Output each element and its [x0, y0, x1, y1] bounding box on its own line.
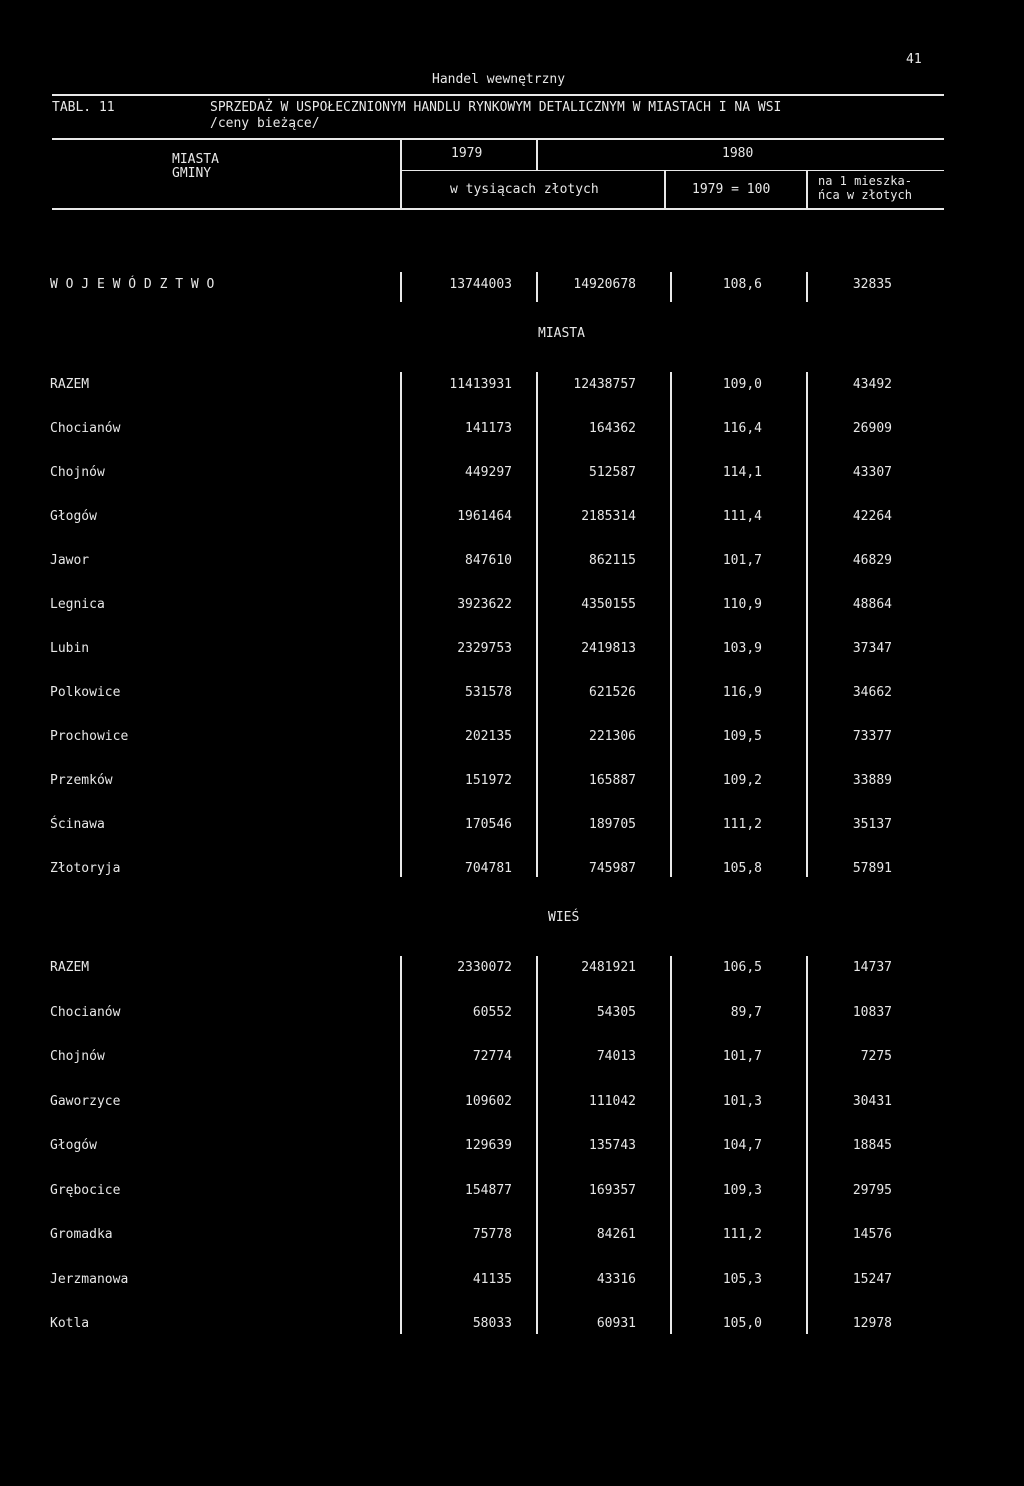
cell-1980: 621526 [589, 685, 636, 700]
row-name: Polkowice [50, 685, 121, 700]
cell-per-capita: 26909 [852, 421, 892, 436]
cell-1979: 531578 [465, 685, 512, 700]
row-name: RAZEM [50, 377, 90, 392]
cell-index: 89,7 [730, 1004, 762, 1020]
cell-index: 106,5 [722, 960, 762, 975]
cell-1979: 129639 [465, 1138, 512, 1153]
table-title: SPRZEDAŻ W USPOŁECZNIONYM HANDLU RYNKOWYM DETALICZNYM W MIASTACH I NA WSI [210, 100, 782, 115]
cell-1979: 154877 [465, 1182, 512, 1198]
column-rule [536, 372, 538, 877]
row-name: Gaworzyce [50, 1093, 121, 1109]
cell-1980: 2185314 [581, 509, 636, 524]
cell-1979: 58033 [472, 1316, 512, 1331]
cell-per-capita: 30431 [852, 1093, 892, 1109]
cell-1979: 2329753 [457, 641, 512, 656]
cell-1980: 14920678 [573, 277, 636, 292]
header-top-rule [52, 138, 944, 140]
column-rule [536, 956, 538, 1334]
header-bottom-rule [52, 208, 944, 210]
cell-per-capita: 14737 [852, 960, 892, 975]
row-name: Ścinawa [50, 817, 105, 832]
cell-1980: 135743 [589, 1138, 636, 1153]
cell-index: 110,9 [722, 597, 762, 612]
row-name: Jawor [50, 553, 90, 568]
cell-1980: 512587 [589, 465, 636, 480]
cell-1979: 847610 [465, 553, 512, 568]
cell-index: 109,3 [722, 1182, 762, 1198]
cell-1979: 3923622 [457, 597, 512, 612]
header-divider-percap [806, 170, 808, 208]
cell-1980: 165887 [589, 773, 636, 788]
per-capita-header-line1: na 1 mieszka- [818, 174, 912, 188]
cell-per-capita: 14576 [852, 1227, 892, 1242]
column-rule [670, 956, 672, 1334]
cell-1980: 60931 [596, 1316, 636, 1331]
cell-index: 108,6 [722, 277, 762, 292]
page-number: 41 [906, 52, 922, 67]
cell-index: 103,9 [722, 641, 762, 656]
cell-1980: 2481921 [581, 960, 636, 975]
column-rule [806, 956, 808, 1334]
per-capita-header-line2: ńca w złotych [818, 188, 912, 202]
cell-per-capita: 33889 [852, 773, 892, 788]
cell-1979: 72774 [472, 1049, 512, 1064]
top-rule [52, 94, 944, 96]
index-header: 1979 = 100 [692, 182, 771, 197]
cell-1979: 41135 [472, 1271, 512, 1287]
cell-index: 105,8 [722, 861, 762, 876]
cell-per-capita: 57891 [852, 861, 892, 876]
cell-1979: 13744003 [449, 277, 512, 292]
row-name: Lubin [50, 641, 90, 656]
cell-per-capita: 43492 [852, 377, 892, 392]
cell-per-capita: 34662 [852, 685, 892, 700]
cell-index: 111,2 [722, 1227, 762, 1242]
cell-index: 109,5 [722, 729, 762, 744]
cell-per-capita: 48864 [852, 597, 892, 612]
cell-index: 101,3 [722, 1093, 762, 1109]
cell-1980: 84261 [596, 1227, 636, 1242]
cell-1980: 74013 [596, 1049, 636, 1064]
header-divider-index [664, 170, 666, 208]
cell-1980: 221306 [589, 729, 636, 744]
cell-per-capita: 32835 [852, 277, 892, 292]
header-divider-left [400, 138, 402, 208]
cell-per-capita: 42264 [852, 509, 892, 524]
cell-1980: 4350155 [581, 597, 636, 612]
column-rule [806, 372, 808, 877]
row-name: Prochowice [50, 729, 129, 744]
row-name: Złotoryja [50, 861, 121, 876]
year-1979-header: 1979 [451, 146, 483, 161]
row-name: Kotla [50, 1316, 90, 1331]
cell-1980: 862115 [589, 553, 636, 568]
column-rule [670, 272, 672, 302]
column-rule [400, 956, 402, 1334]
thousands-header: w tysiącach złotych [450, 182, 599, 197]
cell-1979: 151972 [465, 773, 512, 788]
cell-1979: 2330072 [457, 960, 512, 975]
column-rule [400, 272, 402, 302]
cell-per-capita: 7275 [860, 1049, 892, 1064]
stub-header-line1: MIASTA [172, 152, 219, 167]
row-name: W O J E W Ó D Z T W O [50, 277, 215, 292]
cell-1980: 164362 [589, 421, 636, 436]
cell-1980: 12438757 [573, 377, 636, 392]
row-name: Chocianów [50, 421, 121, 436]
cell-1980: 54305 [596, 1004, 636, 1020]
row-name: Głogów [50, 509, 97, 524]
cell-1980: 111042 [589, 1093, 636, 1109]
table-label: TABL. 11 [52, 100, 115, 115]
row-name: RAZEM [50, 960, 90, 975]
cell-1979: 1961464 [457, 509, 512, 524]
row-name: Gromadka [50, 1227, 113, 1242]
cell-1979: 202135 [465, 729, 512, 744]
cell-index: 105,0 [722, 1316, 762, 1331]
running-title: Handel wewnętrzny [432, 72, 566, 87]
cell-index: 109,0 [722, 377, 762, 392]
section-label-villages: WIEŚ [548, 910, 580, 925]
cell-1980: 745987 [589, 861, 636, 876]
cell-1979: 704781 [465, 861, 512, 876]
row-name: Przemków [50, 773, 113, 788]
cell-per-capita: 46829 [852, 553, 892, 568]
row-name: Chojnów [50, 465, 105, 480]
row-name: Jerzmanowa [50, 1271, 129, 1287]
cell-1979: 75778 [472, 1227, 512, 1242]
year-1980-header: 1980 [722, 146, 754, 161]
cell-per-capita: 29795 [852, 1182, 892, 1198]
cell-index: 116,4 [722, 421, 762, 436]
cell-per-capita: 10837 [852, 1004, 892, 1020]
cell-1979: 141173 [465, 421, 512, 436]
header-mid-rule [400, 170, 944, 171]
cell-per-capita: 43307 [852, 465, 892, 480]
cell-1980: 43316 [596, 1271, 636, 1287]
section-label-towns: MIASTA [538, 326, 585, 341]
row-name: Chocianów [50, 1004, 121, 1020]
cell-per-capita: 35137 [852, 817, 892, 832]
cell-1979: 109602 [465, 1093, 512, 1109]
cell-1980: 2419813 [581, 641, 636, 656]
cell-index: 114,1 [722, 465, 762, 480]
cell-index: 109,2 [722, 773, 762, 788]
cell-per-capita: 37347 [852, 641, 892, 656]
column-rule [670, 372, 672, 877]
cell-1980: 189705 [589, 817, 636, 832]
cell-index: 111,2 [722, 817, 762, 832]
cell-index: 111,4 [722, 509, 762, 524]
cell-1979: 60552 [472, 1004, 512, 1020]
stub-header-line2: GMINY [172, 166, 212, 181]
cell-1979: 11413931 [449, 377, 512, 392]
cell-per-capita: 12978 [852, 1316, 892, 1331]
column-rule [400, 372, 402, 877]
column-rule [806, 272, 808, 302]
cell-index: 101,7 [722, 1049, 762, 1064]
cell-index: 101,7 [722, 553, 762, 568]
cell-per-capita: 15247 [852, 1271, 892, 1287]
column-rule [536, 272, 538, 302]
row-name: Głogów [50, 1138, 97, 1153]
cell-1979: 449297 [465, 465, 512, 480]
row-name: Grębocice [50, 1182, 121, 1198]
table-subtitle: /ceny bieżące/ [210, 116, 320, 131]
cell-index: 116,9 [722, 685, 762, 700]
row-name: Legnica [50, 597, 105, 612]
cell-1980: 169357 [589, 1182, 636, 1198]
cell-per-capita: 73377 [852, 729, 892, 744]
header-divider-year [536, 138, 538, 170]
cell-per-capita: 18845 [852, 1138, 892, 1153]
cell-index: 105,3 [722, 1271, 762, 1287]
cell-index: 104,7 [722, 1138, 762, 1153]
row-name: Chojnów [50, 1049, 105, 1064]
cell-1979: 170546 [465, 817, 512, 832]
